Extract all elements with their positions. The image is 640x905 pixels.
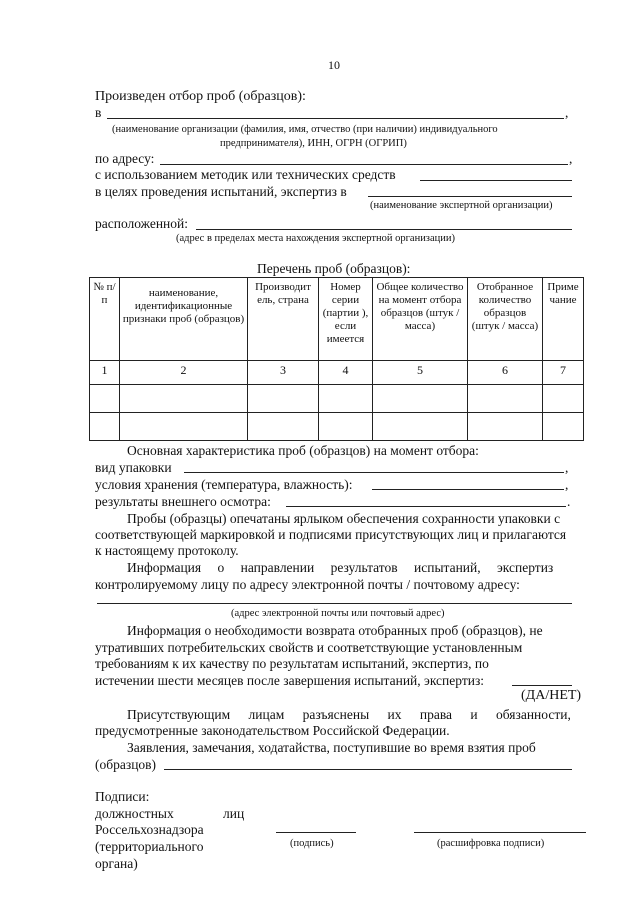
org-caption-2: предпринимателя), ИНН, ОГРН (ОГРИП) <box>220 138 407 149</box>
samples-table <box>89 277 584 441</box>
purpose-label: в целях проведения испытаний, экспертиз в <box>95 184 347 199</box>
organ-label: органа) <box>95 856 138 871</box>
main-char-label: Основная характеристика проб (образцов) на момент отбора: <box>127 443 479 458</box>
table-row <box>90 385 584 413</box>
yes-no-line[interactable] <box>512 685 572 686</box>
present-line-2: предусмотренные законодательством Российской Федерации. <box>95 723 450 738</box>
col-header-total-qty: Общее количество на момент отбора образцов (штук / масса) <box>373 278 468 361</box>
col-header-name: наименование, идентификационные признаки проб (образцов) <box>120 278 248 361</box>
table-cell[interactable] <box>319 413 373 441</box>
signature-caption: (подпись) <box>290 838 334 849</box>
col-header-batch: Номер серии (партии ), если имеется <box>319 278 373 361</box>
table-title: Перечень проб (образцов): <box>257 261 411 276</box>
address-label: по адресу: <box>95 151 155 166</box>
col-number: 2 <box>120 361 248 385</box>
located-label: расположенной: <box>95 216 188 231</box>
table-cell[interactable] <box>543 413 584 441</box>
col-number: 6 <box>468 361 543 385</box>
table-cell[interactable] <box>248 385 319 413</box>
inspection-label: результаты внешнего осмотра: <box>95 494 271 509</box>
address-comma: , <box>569 151 573 166</box>
methods-label: с использованием методик или технических средств <box>95 167 396 182</box>
table-cell[interactable] <box>319 385 373 413</box>
col-header-selected-qty: Отобранное количество образцов (штук / масса) <box>468 278 543 361</box>
expert-org-line[interactable] <box>368 196 572 197</box>
table-number-row <box>90 361 584 385</box>
table-header-row <box>90 278 584 361</box>
info-send-line-2: контролируемому лицу по адресу электронной почты / почтовому адресу: <box>95 577 520 592</box>
table-cell[interactable] <box>373 385 468 413</box>
officials-label-a: должностных <box>95 806 174 821</box>
storage-comma: , <box>565 477 569 492</box>
field-v-comma: , <box>565 105 569 120</box>
signature-line[interactable] <box>276 832 356 833</box>
page-heading: Произведен отбор проб (образцов): <box>95 89 306 104</box>
address-line[interactable] <box>160 164 568 165</box>
return-line-3: требованиям к их качеству по результатам испытаний, экспертиз, по <box>95 656 489 671</box>
field-v-line[interactable] <box>107 118 564 119</box>
statements-line[interactable] <box>164 769 572 770</box>
return-line-2: утративших потребительских свойств и соответствующие установленным <box>95 640 523 655</box>
table-cell[interactable] <box>120 413 248 441</box>
sealed-line-1: Пробы (образцы) опечатаны ярлыком обеспечения сохранности упаковки с <box>127 511 561 526</box>
storage-label: условия хранения (температура, влажность): <box>95 477 353 492</box>
return-line-1: Информация о необходимости возврата отобранных проб (образцов), не <box>127 623 543 638</box>
sealed-line-2: соответствующей маркировкой и подписями присутствующих лиц и прилагаются <box>95 527 567 542</box>
email-caption: (адрес электронной почты или почтовый адрес) <box>231 608 445 619</box>
statements-line-2: (образцов) <box>95 757 157 772</box>
decoding-caption: (расшифровка подписи) <box>437 838 545 849</box>
located-caption: (адрес в пределах места нахождения экспертной организации) <box>176 233 455 244</box>
col-number: 5 <box>373 361 468 385</box>
table-cell[interactable] <box>468 385 543 413</box>
col-number: 4 <box>319 361 373 385</box>
col-number: 3 <box>248 361 319 385</box>
table-cell[interactable] <box>90 385 120 413</box>
packaging-comma: , <box>565 460 569 475</box>
table-cell[interactable] <box>543 385 584 413</box>
email-address-line[interactable] <box>97 603 572 604</box>
table-cell[interactable] <box>373 413 468 441</box>
yes-no-caption: (ДА/НЕТ) <box>521 688 582 703</box>
signature-decoding-line[interactable] <box>414 832 586 833</box>
territorial-label: (территориального <box>95 839 204 854</box>
col-header-number: № п/п <box>90 278 120 361</box>
expert-org-caption: (наименование экспертной организации) <box>370 200 553 211</box>
info-send-line-1: Информация о направлении результатов испытаний, экспертиз <box>127 560 554 575</box>
col-number: 1 <box>90 361 120 385</box>
return-line-4: истечении шести месяцев после завершения испытаний, экспертиз: <box>95 673 485 688</box>
inspection-period: . <box>567 494 571 509</box>
officials-label-b: лиц <box>223 806 245 821</box>
agency-label: Россельхознадзора <box>95 822 204 837</box>
packaging-line[interactable] <box>184 472 564 473</box>
col-number: 7 <box>543 361 584 385</box>
col-header-note: Приме чание <box>543 278 584 361</box>
table-cell[interactable] <box>468 413 543 441</box>
inspection-line[interactable] <box>286 506 566 507</box>
methods-line[interactable] <box>420 180 572 181</box>
table-cell[interactable] <box>90 413 120 441</box>
signatures-title: Подписи: <box>95 789 150 804</box>
statements-line-1: Заявления, замечания, ходатайства, поступившие во время взятия проб <box>127 740 536 755</box>
field-v-label: в <box>95 105 102 120</box>
page-number: 10 <box>328 58 340 72</box>
table-cell[interactable] <box>248 413 319 441</box>
present-line-1: Присутствующим лицам разъяснены их права и обязанности, <box>127 707 571 722</box>
table-row <box>90 413 584 441</box>
sealed-line-3: к настоящему протоколу. <box>95 543 239 558</box>
table-cell[interactable] <box>120 385 248 413</box>
located-line[interactable] <box>196 229 572 230</box>
packaging-label: вид упаковки <box>95 460 172 475</box>
storage-line[interactable] <box>372 489 564 490</box>
org-caption-1: (наименование организации (фамилия, имя, отчество (при наличии) индивидуального <box>112 124 498 135</box>
col-header-producer: Производит ель, страна <box>248 278 319 361</box>
